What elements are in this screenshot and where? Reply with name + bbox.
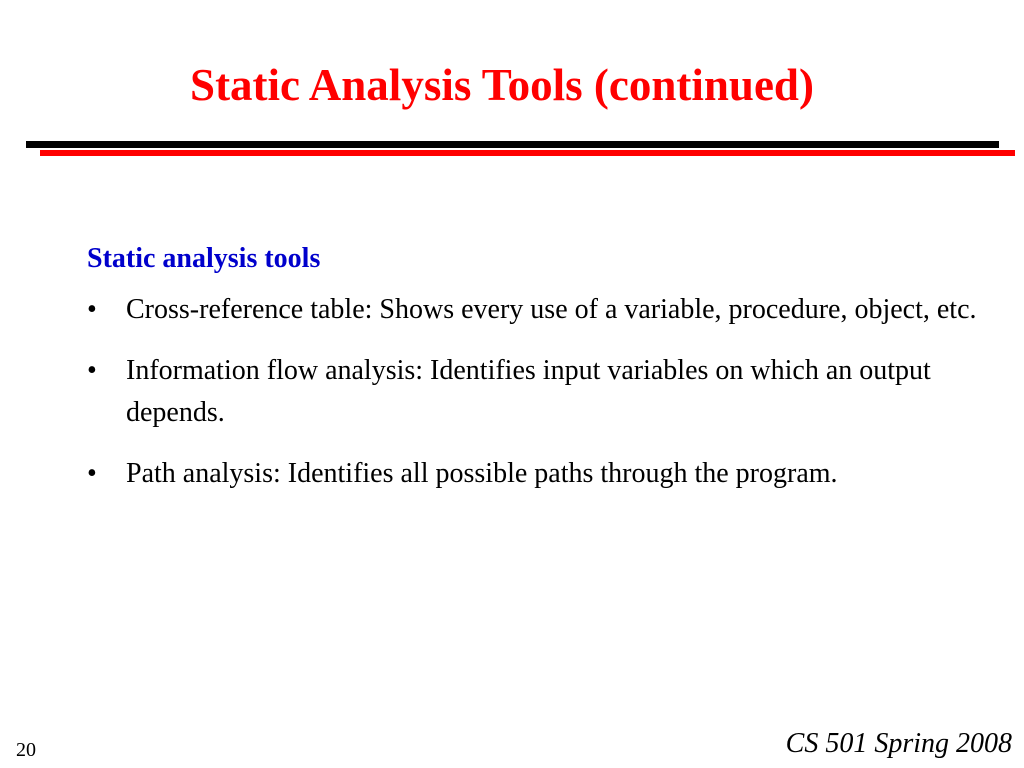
bullet-icon: •	[87, 294, 97, 325]
bullet-item	[87, 350, 992, 434]
title-divider-black	[26, 141, 999, 148]
bullet-item	[87, 453, 992, 495]
page-number: 20	[16, 739, 36, 761]
section-subheading: Static analysis tools	[87, 243, 321, 274]
slide-content	[87, 239, 992, 514]
bullet-text: Cross-reference table: Shows every use of a variable, procedure, object, etc.	[126, 294, 977, 325]
bullet-item	[87, 289, 992, 331]
title-divider-red	[40, 150, 1015, 156]
footer-course-label: CS 501 Spring 2008	[785, 728, 1012, 759]
bullet-list	[87, 289, 992, 495]
slide-title: Static Analysis Tools (continued)	[190, 60, 814, 110]
bullet-text: Path analysis: Identifies all possible paths through the program.	[126, 458, 838, 489]
bullet-icon: •	[87, 355, 97, 386]
bullet-text: Information flow analysis: Identifies input variables on which an output depends.	[126, 355, 931, 428]
bullet-icon: •	[87, 458, 97, 489]
